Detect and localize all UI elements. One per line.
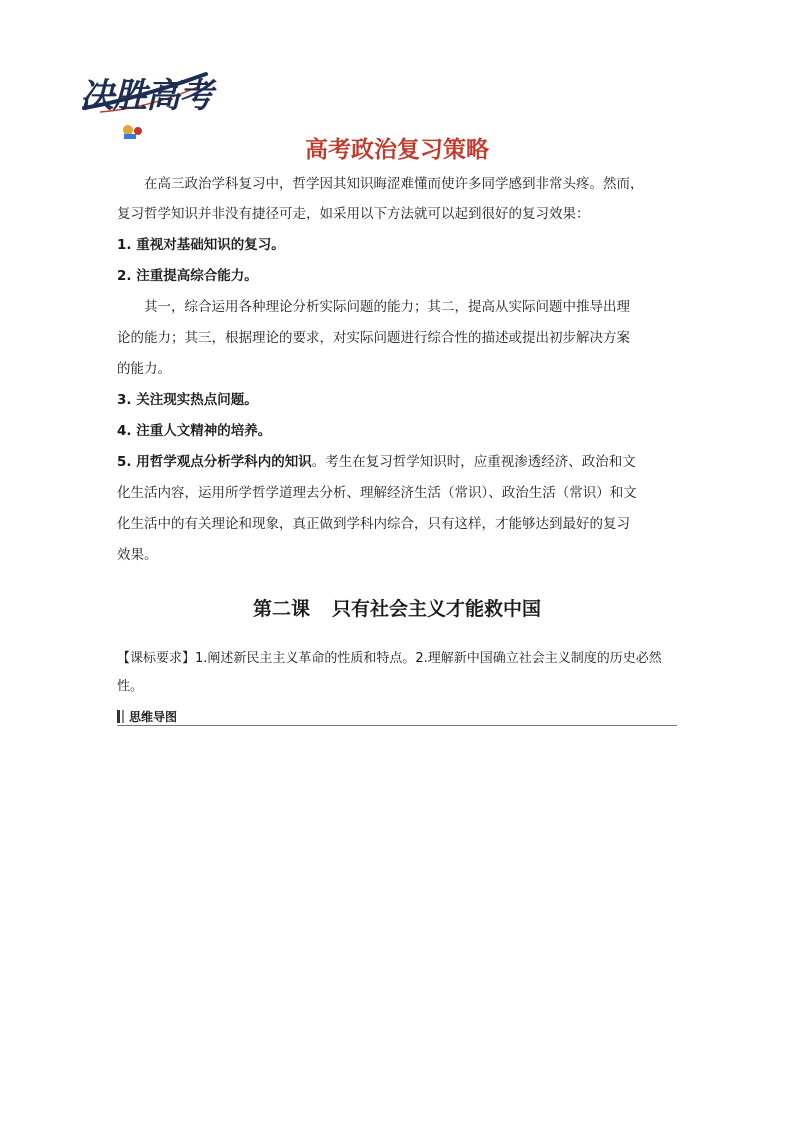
section-label: 思维导图: [129, 710, 178, 724]
point-5-line-2: 化生活内容，运用所学哲学道理去分析、理解经济生活（常识）、政治生活（常识）和文: [117, 485, 637, 501]
point-4: 4. 注重人文精神的培养。: [117, 423, 272, 439]
point-2-detail-1: 其一，综合运用各种理论分析实际问题的能力；其二，提高从实际问题中推导出理: [144, 299, 630, 315]
logo-text: 决胜高考: [80, 76, 212, 116]
standard-line-2: 性。: [117, 679, 144, 694]
lesson-title: 只有社会主义才能救中国: [332, 598, 542, 620]
lesson-number: 第二课: [252, 598, 310, 620]
point-5-text: 。考生在复习哲学知识时，应重视渗透经济、政治和文: [311, 454, 636, 470]
page-title: 高考政治复习策略: [305, 137, 489, 163]
point-2: 2. 注重提高综合能力。: [117, 268, 258, 284]
intro-line-2: 复习哲学知识并非没有捷径可走，如采用以下方法就可以起到很好的复习效果：: [117, 206, 590, 222]
point-2-detail-3: 的能力。: [117, 361, 171, 377]
intro-line-1: 在高三政治学科复习中，哲学因其知识晦涩难懂而使许多同学感到非常头疼。然而，: [144, 176, 644, 192]
point-5-line-4: 效果。: [117, 547, 158, 563]
point-5-line-3: 化生活中的有关理论和现象，真正做到学科内综合，只有这样，才能够达到最好的复习: [117, 516, 630, 532]
section-header: [117, 707, 677, 726]
section-marker-icon: [117, 710, 120, 723]
point-1: 1. 重视对基础知识的复习。: [117, 237, 285, 253]
section-marker-icon-secondary: [122, 710, 124, 723]
point-5-head: 5. 用哲学观点分析学科内的知识: [117, 454, 312, 470]
point-2-detail-2: 论的能力；其三，根据理论的要求，对实际问题进行综合性的描述或提出初步解决方案: [117, 330, 630, 346]
point-5-line-1: [117, 447, 677, 478]
lesson-heading: [0, 594, 794, 621]
point-3: 3. 关注现实热点问题。: [117, 392, 258, 408]
standard-line-1: 【课标要求】1.阐述新民主主义革命的性质和特点。2.理解新中国确立社会主义制度的历史必然: [117, 651, 662, 666]
